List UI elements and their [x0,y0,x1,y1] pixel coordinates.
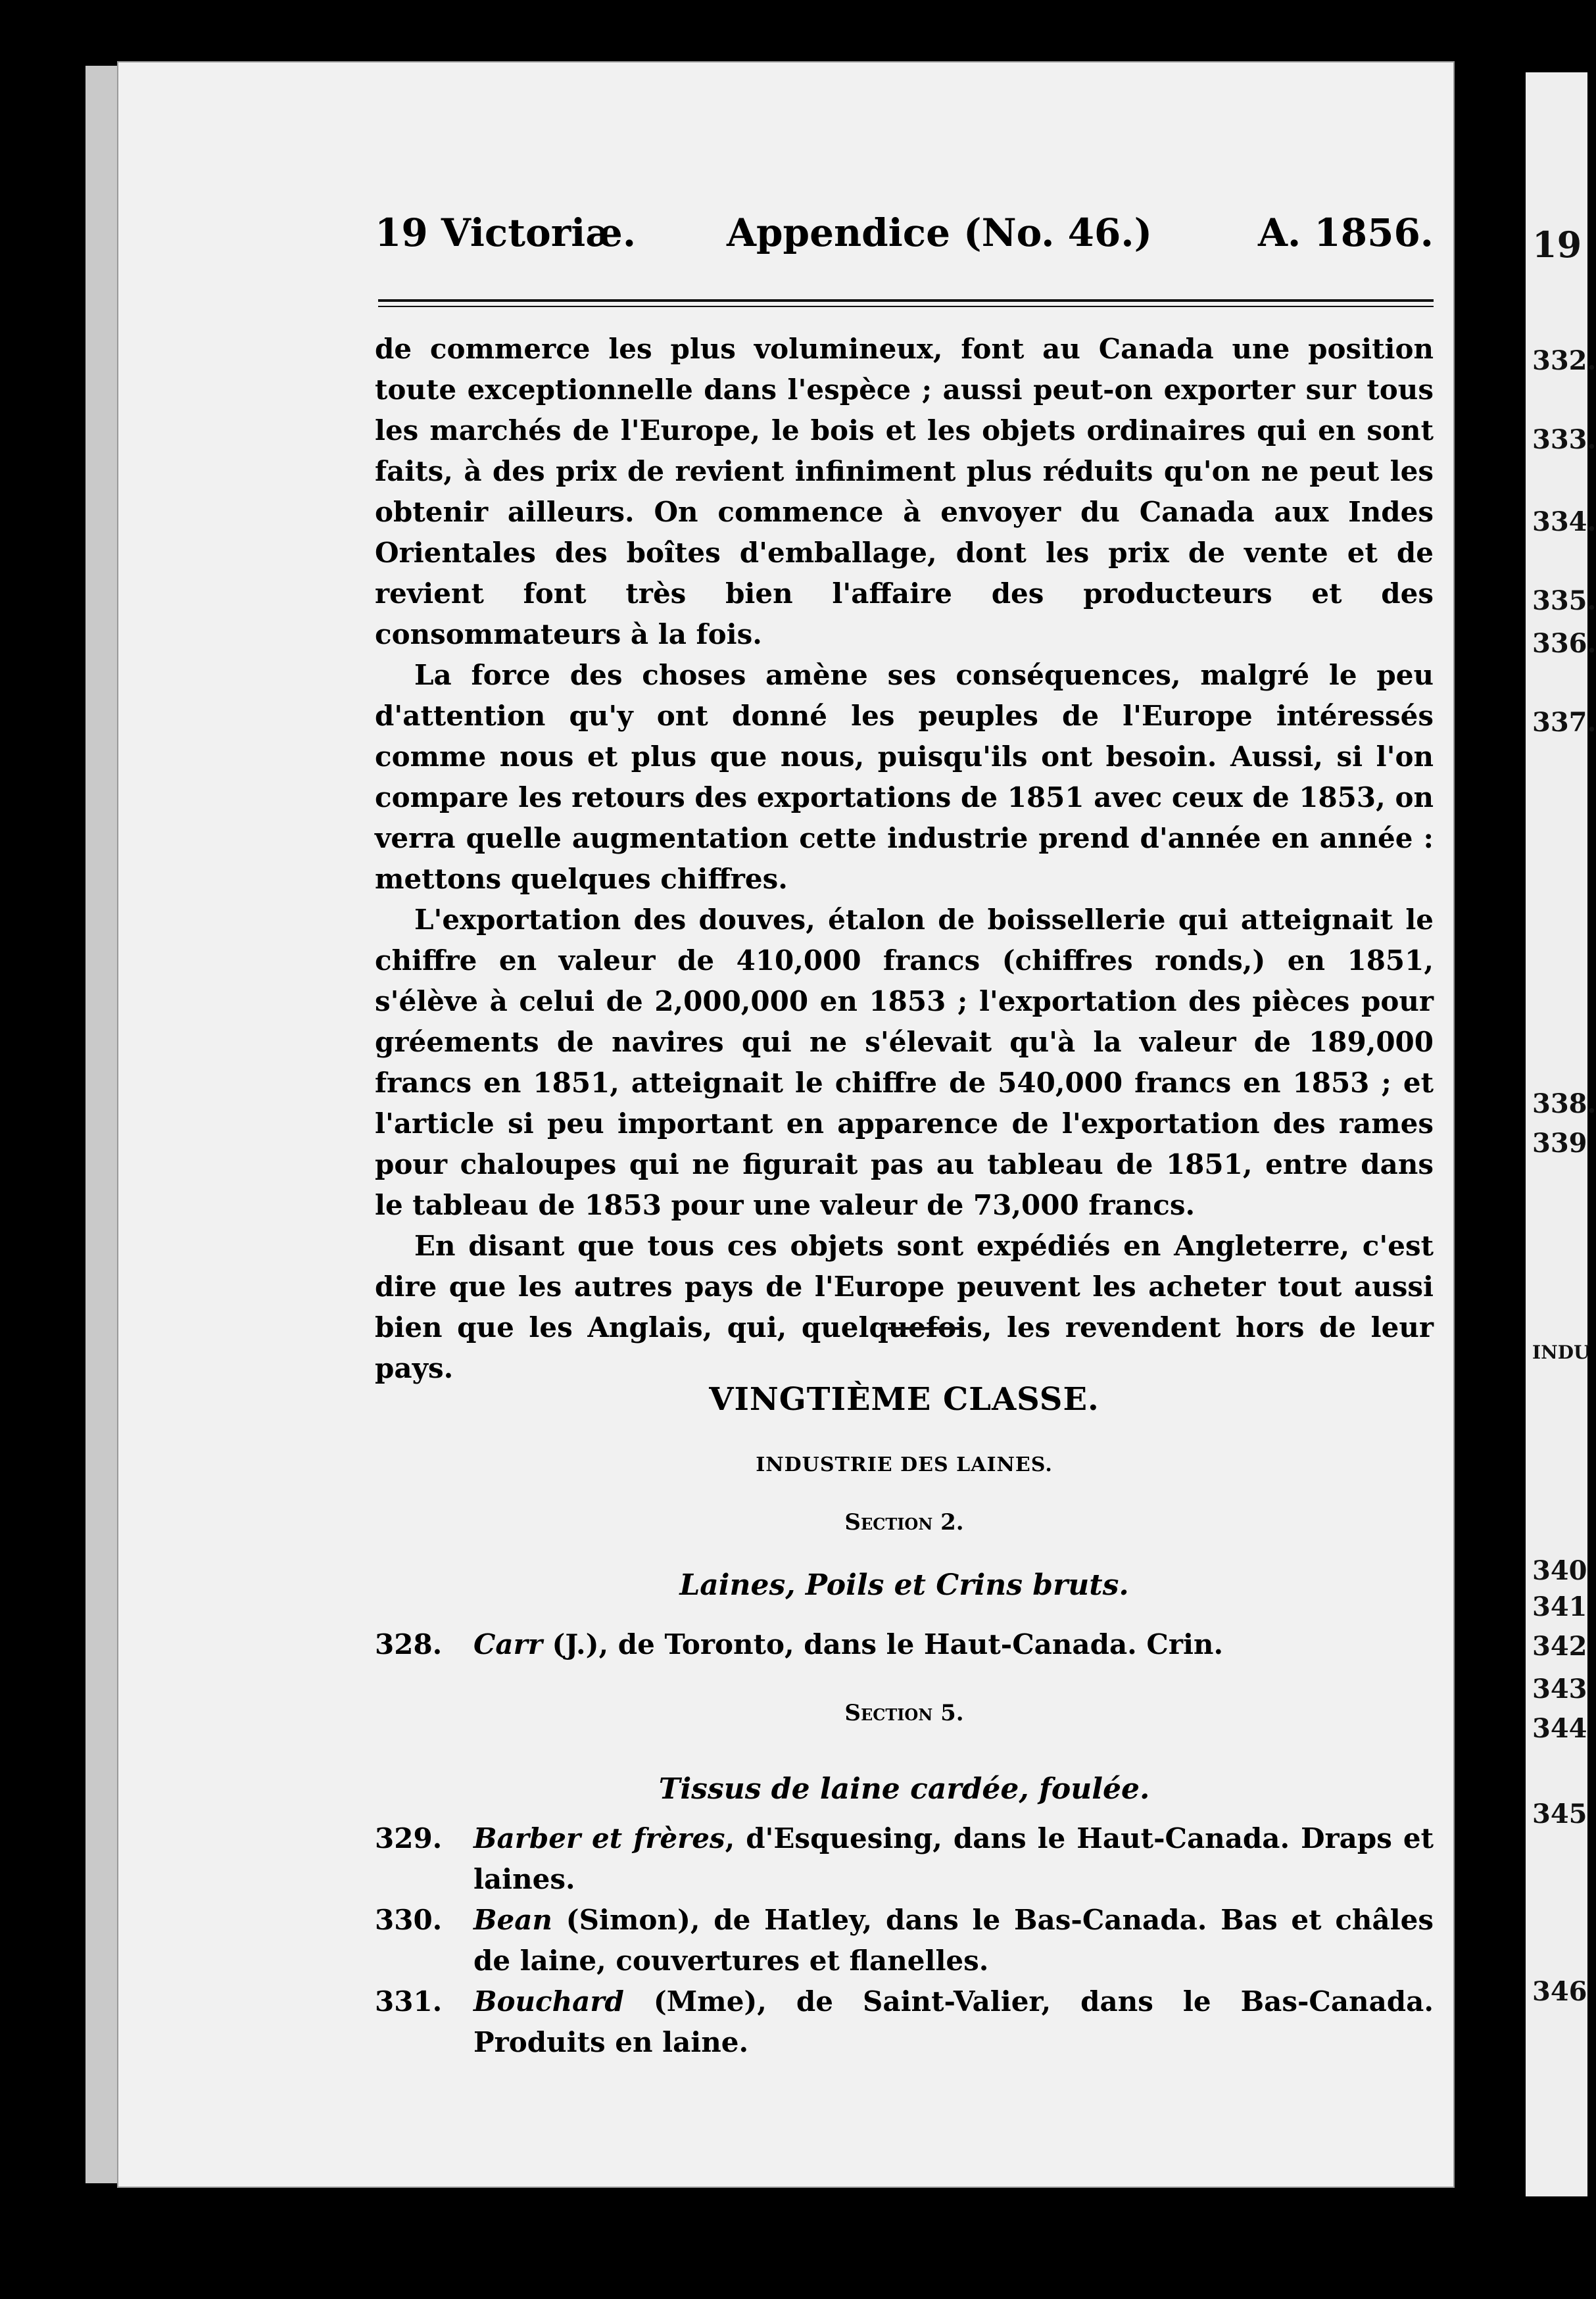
adjacent-number: 337. [1532,707,1596,738]
section-5-subtitle: Tissus de laine cardée, foulée. [658,1772,1150,1806]
entry-description: (J.), de Toronto, dans le Haut-Canada. Crin. [542,1628,1224,1660]
entry-name: Bouchard [473,1985,624,2018]
adjacent-number: 345 [1532,1799,1587,1829]
class-title: VINGTIÈME CLASSE. [709,1381,1100,1418]
entry-number: 330. [375,1904,443,1936]
entry-list-section-2 [375,1624,1434,1665]
header-rule [378,299,1434,307]
adjacent-number: 332. [1532,345,1596,376]
adjacent-header: 19 [1532,224,1582,266]
section-5-title: Section 5. [844,1700,964,1726]
section-2-subtitle: Laines, Poils et Crins bruts. [679,1568,1129,1602]
adjacent-number: 338. [1532,1088,1596,1119]
adjacent-number: 336. [1532,628,1596,659]
paragraph: En disant que tous ces objets sont expédiés en Angleterre, c'est dire que les autres pays de l'Europe peuvent les acheter tout aussi bien que les Anglais, qui, quelquefois, les revendent hors de leur pays. [375,1230,1434,1384]
entry-description: (Simon), de Hatley, dans le Bas-Canada. Bas et châles de laine, couvertures et flanelles. [473,1904,1434,1977]
list-item [375,1818,1434,1900]
paragraph: L'exportation des douves, étalon de boissellerie qui atteignait le chiffre en valeur de 410,000 francs (chiffres ronds,) en 1851, s'élève à celui de 2,000,000 en 1853 ; l'exportation des pièces pour gréements de navires qui ne s'élevait qu'à la valeur de 189,000 francs en 1851, atteignait le chiffre de 540,000 francs en 1853 ; et l'article si peu important en apparence de l'exportation des rames pour chaloupes qui ne figurait pas au tableau de 1851, entre dans le tableau de 1853 pour une valeur de 73,000 francs. [375,904,1434,1221]
entry-list-section-5 [375,1818,1434,2063]
adjacent-number: 340 [1532,1555,1587,1586]
entry-number: 328. [375,1628,443,1660]
list-item [375,1981,1434,2063]
list-item [375,1624,1434,1665]
adjacent-number: 343 [1532,1674,1587,1705]
entry-name: Carr [473,1628,543,1660]
entry-number: 331. [375,1985,443,2018]
header-left: 19 Victoriæ. [375,210,637,255]
adjacent-number: 333. [1532,424,1596,455]
adjacent-number: 342 [1532,1631,1587,1662]
adjacent-number: INDU [1532,1342,1590,1363]
paragraph: de commerce les plus volumineux, font au Canada une position toute exceptionnelle dans l'espèce ; aussi peut-on exporter sur tous les marchés de l'Europe, le bois et les objets ordinaires qui en sont faits, à des prix de revient infiniment plus réduits qu'on ne peut les obtenir ailleurs. On commence à envoyer du Canada aux Indes Orientales des boîtes d'emballage, dont les prix de vente et de revient font très bien l'affaire des producteurs et des consommateurs à la fois. [375,333,1434,650]
body-text [375,329,1434,1389]
adjacent-number: 346 [1532,1976,1587,2007]
header-center: Appendice (No. 46.) [727,210,1153,255]
adjacent-number: 339 [1532,1128,1587,1159]
adjacent-number: 335. [1532,585,1596,616]
section-2-title: Section 2. [844,1509,964,1536]
paragraph: La force des choses amène ses conséquences, malgré le peu d'attention qu'y ont donné les peuples de l'Europe intéressés comme nous et plus que nous, puisqu'ils ont besoin. Aussi, si l'on compare les retours des exportations de 1851 avec ceux de 1853, on verra quelle augmentation cette industrie prend d'année en année : mettons quelques chiffres. [375,659,1434,895]
header-right: A. 1856. [1257,210,1434,255]
entry-name: Barber et frères [473,1822,725,1854]
adjacent-number: 334. [1532,506,1596,537]
entry-description: (Mme), de Saint-Valier, dans le Bas-Canada. Produits en laine. [473,1985,1434,2058]
entry-number: 329. [375,1822,443,1854]
entry-description: , d'Esquesing, dans le Haut-Canada. Draps et laines. [473,1822,1434,1895]
industry-title: INDUSTRIE DES LAINES. [756,1453,1053,1476]
adjacent-number: 344 [1532,1713,1587,1744]
section-divider [888,1327,960,1330]
adjacent-number: 341 [1532,1591,1587,1622]
list-item [375,1900,1434,1981]
running-header [375,210,1434,270]
entry-name: Bean [473,1904,552,1936]
